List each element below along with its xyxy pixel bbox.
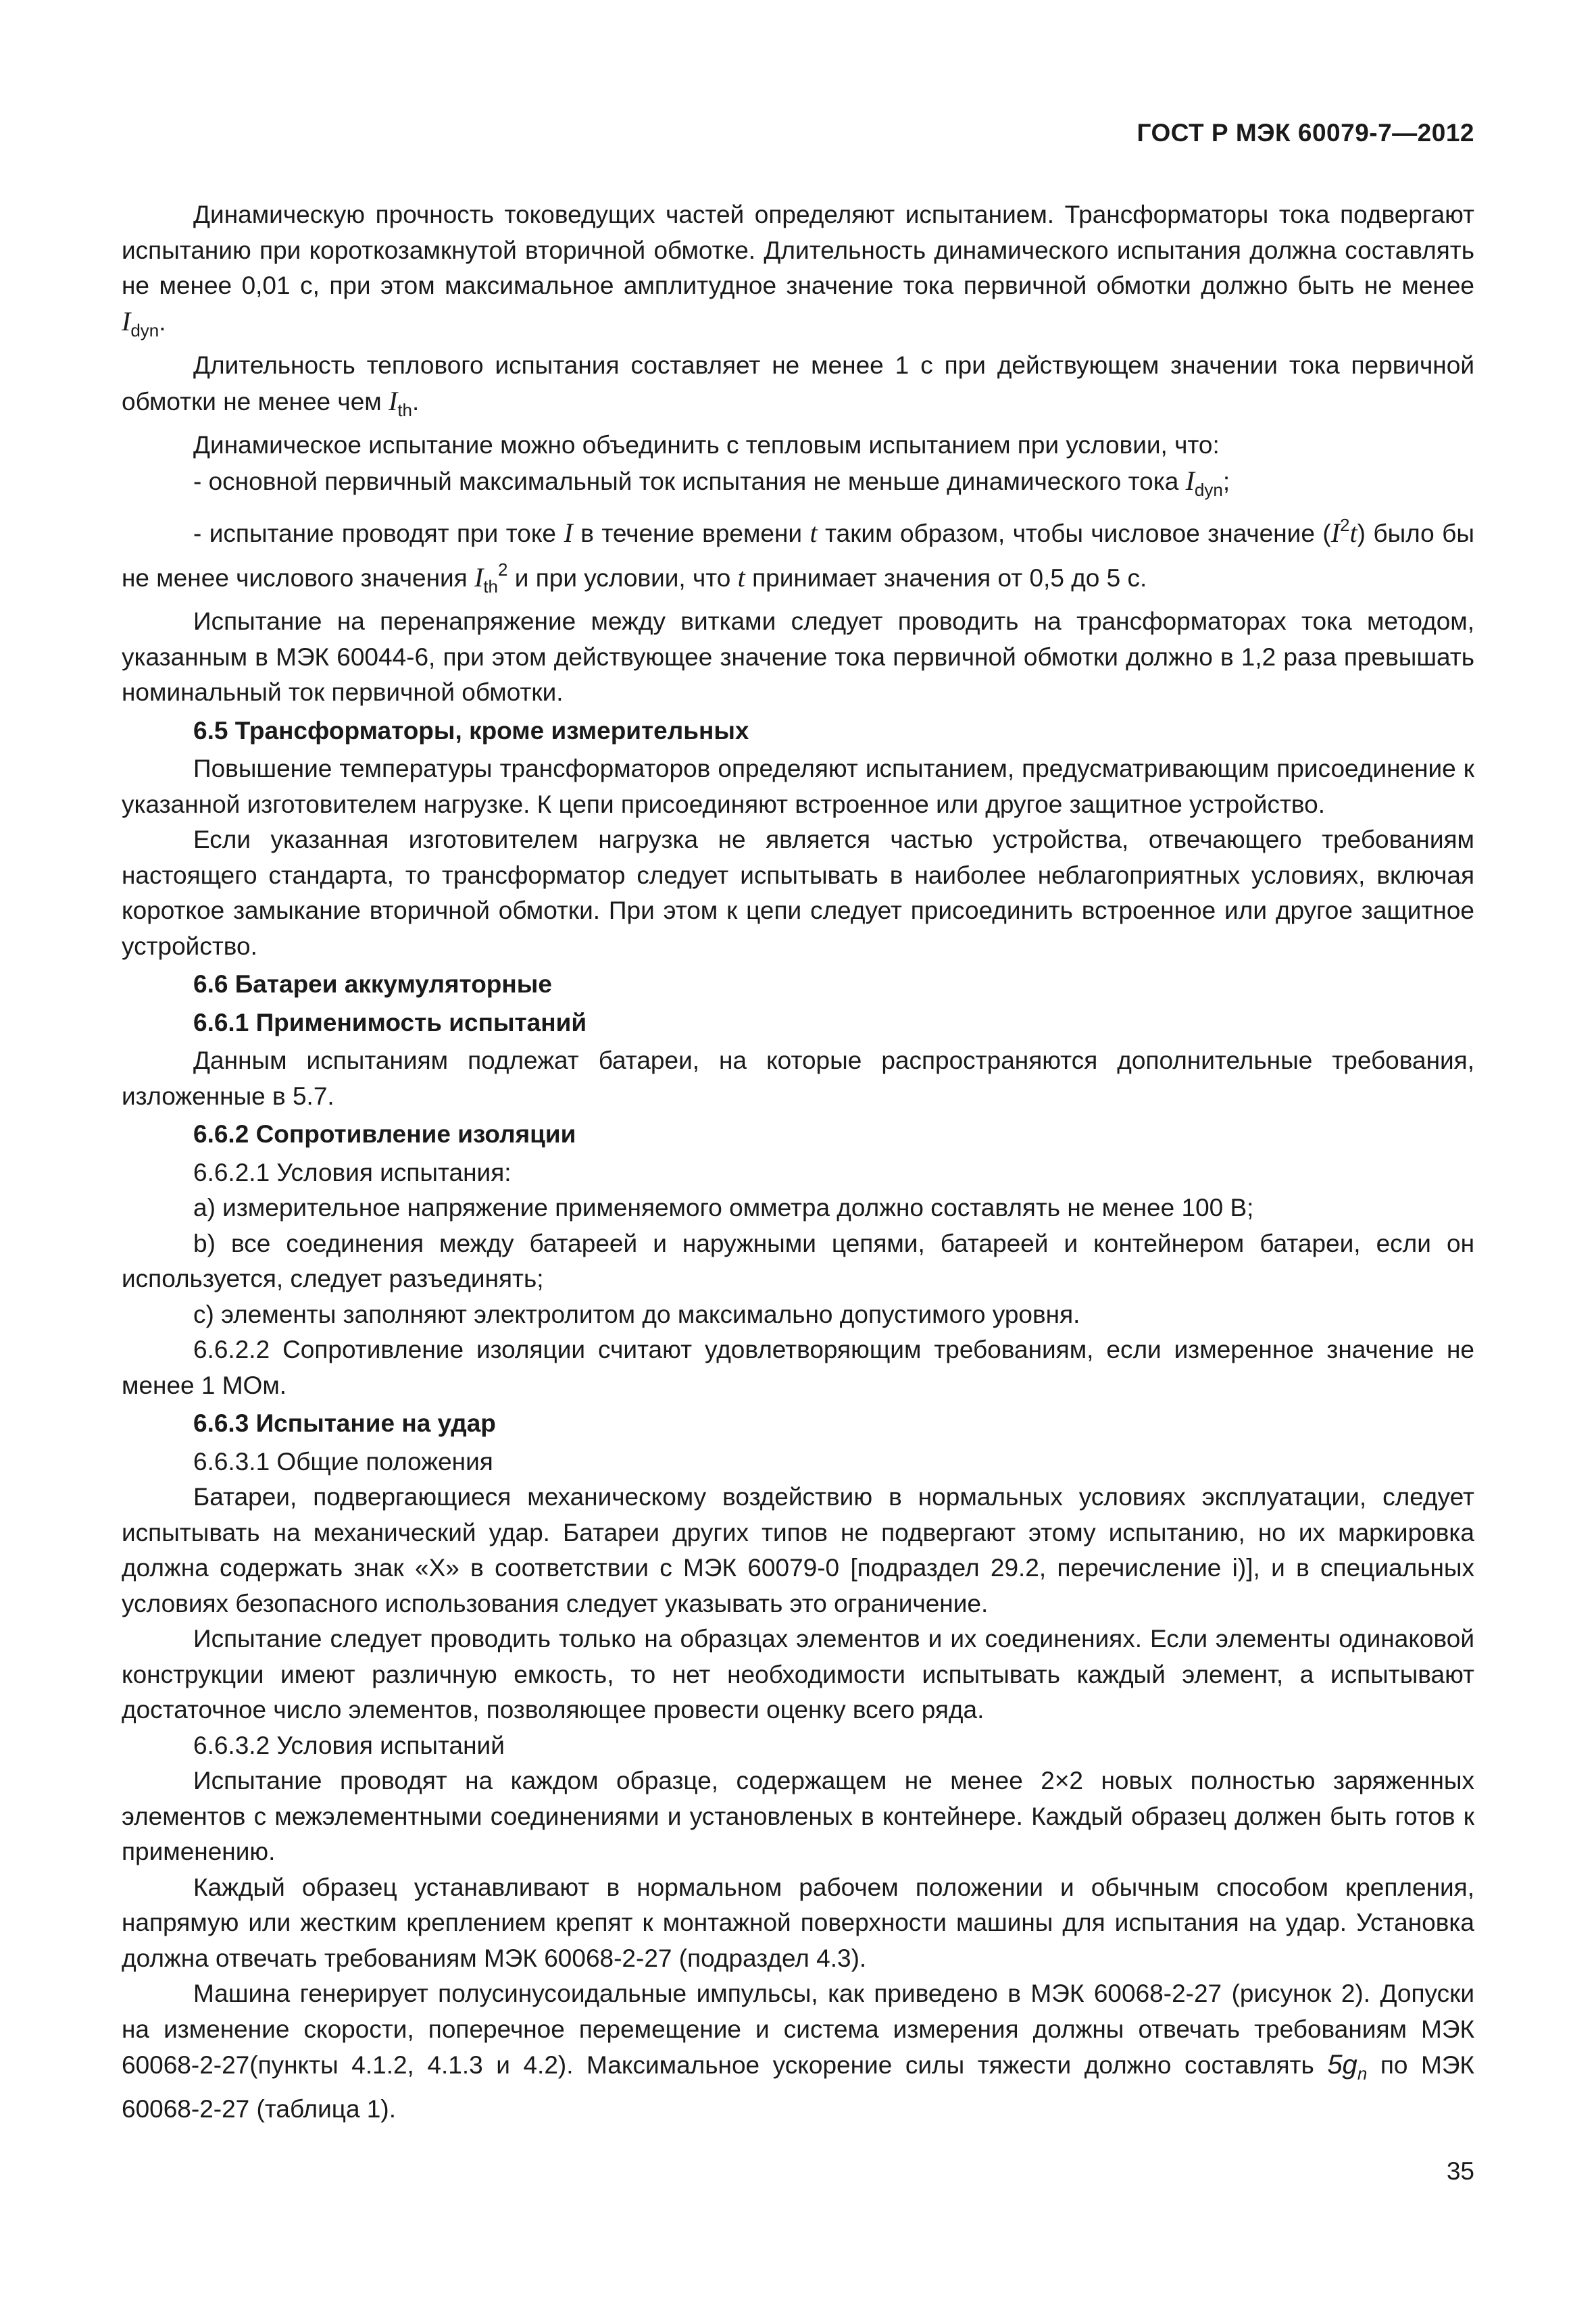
paragraph: Испытание на перенапряжение между витками следует проводить на трансформаторах тока методом, указанным в МЭК 60044-6, при этом действующее значение тока первичной обмотки должно в 1,2 раза превышать номинальный ток первичной обмотки. <box>122 607 1474 706</box>
document-body <box>122 197 1474 2127</box>
subsection-heading: 6.6.1 Применимость испытаний <box>193 1008 587 1036</box>
paragraph: Динамическую прочность токоведущих частей определяют испытанием. Трансформаторы тока подвергают испытанию при короткозамкнутой вторичной обмотке. Длительность динамического испытания должна составлять не менее 0,01 с, при этом максимальное амплитудное значение тока первичной обмотки должно быть не менее $I_{dyn}$. <box>122 201 1474 341</box>
paragraph: 6.6.3.2 Условия испытаний <box>193 1731 505 1759</box>
paragraph: Данным испытаниям подлежат батареи, на которые распространяются дополнительные требования, изложенные в 5.7. <box>122 1047 1474 1110</box>
paragraph: Если указанная изготовителем нагрузка не является частью устройства, отвечающего требованиям настоящего стандарта, то трансформатор следует испытывать в наиболее неблагоприятных условиях, включая короткое замыкание вторичной обмотки. При этом к цепи следует присоединить встроенное или другое защитное устройство. <box>122 826 1474 960</box>
section-heading: 6.6 Батареи аккумуляторные <box>193 970 552 998</box>
subsection-heading: 6.6.3 Испытание на удар <box>193 1409 496 1437</box>
list-item: b) все соединения между батареей и наружными цепями, батареей и контейнером батареи, если он используется, следует разъединять; <box>122 1229 1474 1292</box>
standard-designation: ГОСТ Р МЭК 60079-7—2012 <box>1137 119 1474 147</box>
list-item: с) элементы заполняют электролитом до максимально допустимого уровня. <box>193 1300 1080 1328</box>
paragraph: Динамическое испытание можно объединить с тепловым испытанием при условии, что: <box>193 431 1220 459</box>
paragraph: 6.6.2.2 Сопротивление изоляции считают удовлетворяющим требованиям, если измеренное значение не менее 1 МОм. <box>122 1336 1474 1399</box>
paragraph: Испытание следует проводить только на образцах элементов и их соединениях. Если элементы одинаковой конструкции имеют различную емкость, то нет необходимости испытывать каждый элемент, а испытывают достаточное число элементов, позволяющее провести оценку всего ряда. <box>122 1625 1474 1724</box>
paragraph: Батареи, подвергающиеся механическому воздействию в нормальных условиях эксплуатации, следует испытывать на механический удар. Батареи других типов не подвергают этому испытанию, но их маркировка должна содержать знак «X» в соответствии с МЭК 60079-0 [подраздел 29.2, перечисление i)], и в специальных условиях безопасного использования следует указывать это ограничение. <box>122 1483 1474 1617</box>
section-heading: 6.5 Трансформаторы, кроме измерительных <box>193 716 749 745</box>
page-number: 35 <box>1446 2157 1474 2185</box>
paragraph: Машина генерирует полусинусоидальные импульсы, как приведено в МЭК 60068-2-27 (рисунок 2). Допуски на изменение скорости, поперечное перемещение и система измерения должны отвечать требованиям МЭК 60068-2-27(пункты 4.1.2, 4.1.3 и 4.2). Максимальное ускорение силы тяжести должно составлять $5g_n$ по МЭК 60068-2-27 (таблица 1). <box>122 1980 1474 2123</box>
paragraph: 6.6.3.1 Общие положения <box>193 1447 493 1476</box>
paragraph: 6.6.2.1 Условия испытания: <box>193 1158 512 1186</box>
paragraph: Повышение температуры трансформаторов определяют испытанием, предусматривающим присоединение к указанной изготовителем нагрузке. К цепи присоединяют встроенное или другое защитное устройство. <box>122 755 1474 818</box>
paragraph: Каждый образец устанавливают в нормальном рабочем положении и обычным способом крепления, напрямую или жестким креплением крепят к монтажной поверхности машины для испытания на удар. Установка должна отвечать требованиям МЭК 60068-2-27 (подраздел 4.3). <box>122 1873 1474 1972</box>
paragraph: Длительность теплового испытания составляет не менее 1 с при действующем значении тока первичной обмотки не менее чем $I_{th}$. <box>122 351 1474 420</box>
list-item: а) измерительное напряжение применяемого омметра должно составлять не менее 100 В; <box>193 1194 1254 1222</box>
list-item: - основной первичный максимальный ток испытания не меньше динамического тока $I_{dyn}$; <box>193 465 1230 500</box>
paragraph: Испытание проводят на каждом образце, содержащем не менее 2×2 новых полностью заряженных элементов с межэлементными соединениями и установленых в контейнере. Каждый образец должен быть готов к применению. <box>122 1767 1474 1865</box>
subsection-heading: 6.6.2 Сопротивление изоляции <box>193 1120 576 1148</box>
list-item: - испытание проводят при токе I в течение времени t таким образом, чтобы числовое значение $(I^2t)$ было бы не менее числового значения $I_{th}^2$ и при условии, что t принимает значения от 0,5 до 5 с. <box>122 515 1474 597</box>
